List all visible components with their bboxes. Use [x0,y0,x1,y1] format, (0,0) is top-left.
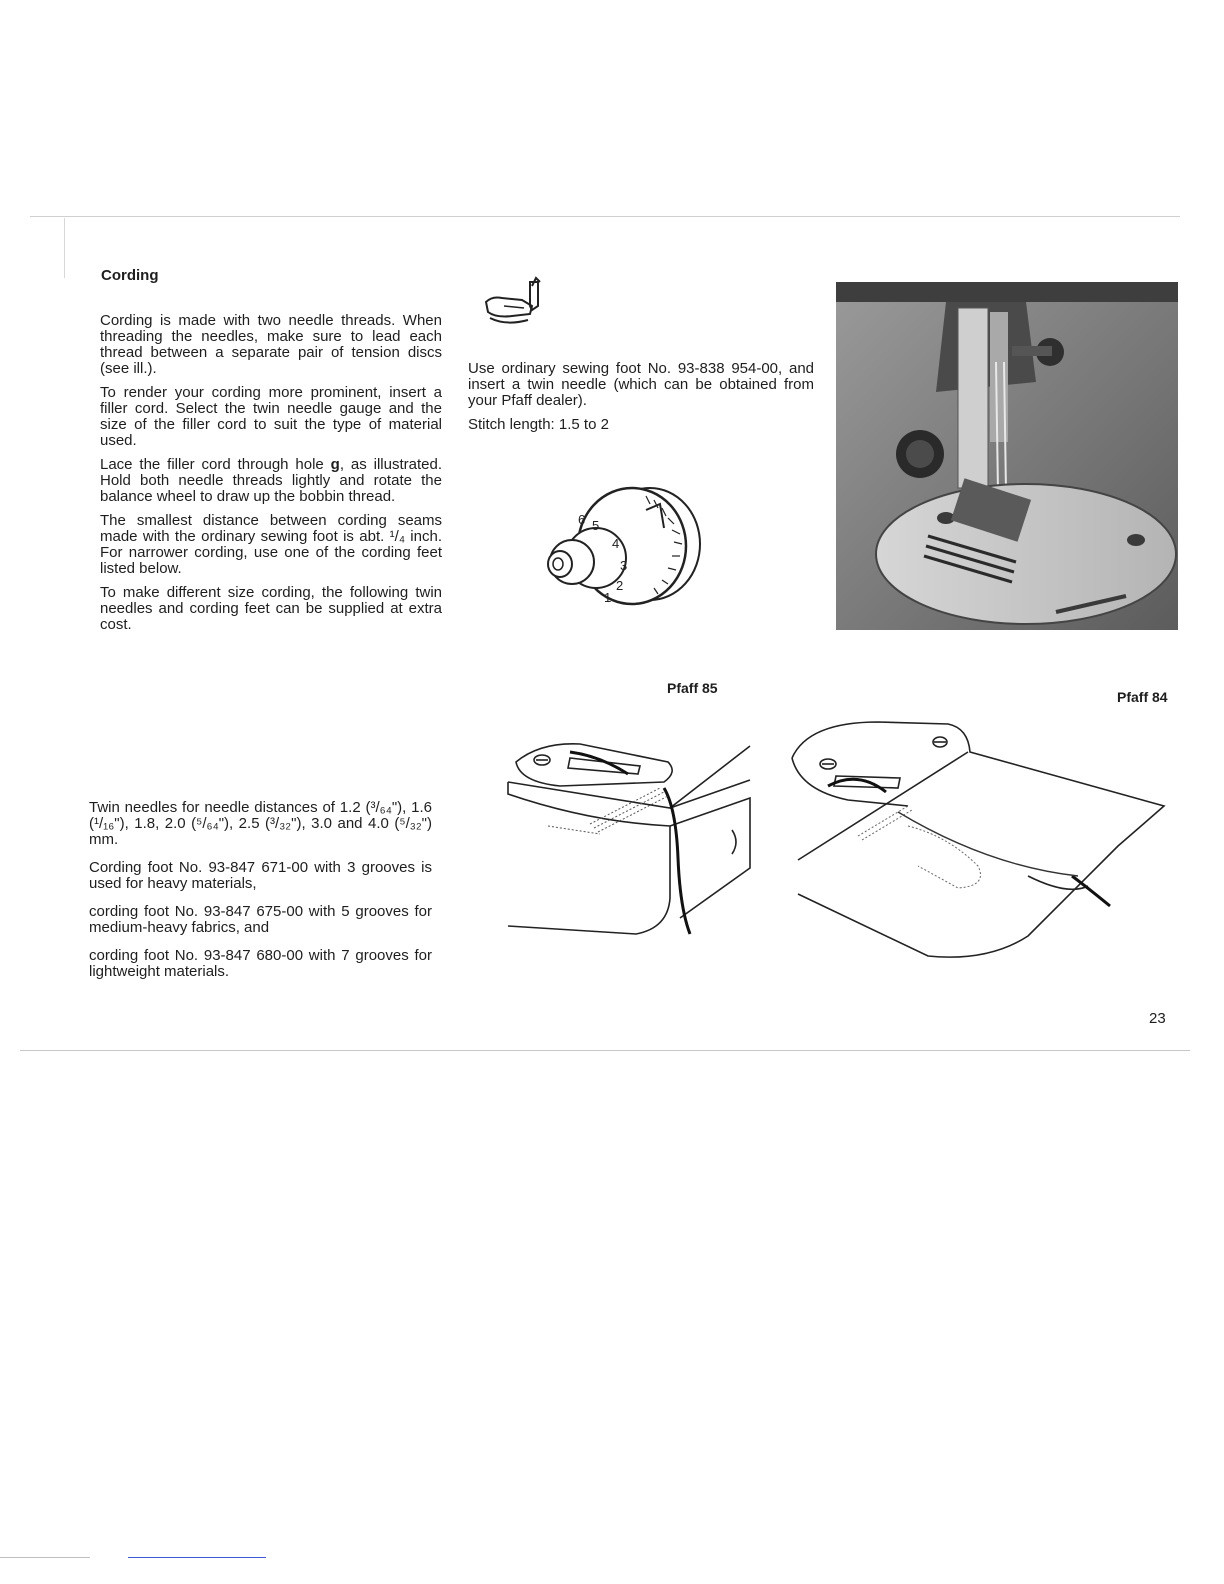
caption-pfaff-84: Pfaff 84 [1117,689,1168,705]
paragraph-1: Cording is made with two needle threads. When threading the needles, make sure to lead each thread between a separate pair of tension discs (see ill.). [100,312,442,377]
foot-text: Use ordinary sewing foot No. 93-838 954-00, and insert a twin needle (which can be obtained from your Pfaff dealer). [468,360,814,409]
dial-number-1: 1 [604,590,612,605]
sewing-machine-photo [836,282,1178,630]
paragraph-3 [100,457,442,505]
caption-pfaff-85: Pfaff 85 [667,680,718,696]
cording-foot-7-item: cording foot No. 93-847 680-00 with 7 grooves for lightweight materials. [89,947,432,980]
paragraph-4: The smallest distance between cording seams made with the ordinary sewing foot is abt. ¹/₄ inch. For narrower cording, use one of the cording feet listed below. [100,512,442,577]
cording-body [100,313,442,641]
scan-edge-bottom [20,1050,1190,1051]
dial-number-2: 2 [616,578,624,593]
accessories-list [89,800,432,992]
presser-foot-icon [482,276,552,328]
pfaff84-throat-plate-illustration [788,716,1172,964]
paragraph-3-end: , as illustrated. Hold both needle threads lightly and rotate the balance wheel to draw up the bobbin thread. [100,456,442,505]
section-title: Cording [101,267,159,284]
page-number: 23 [1149,1010,1166,1027]
cording-foot-5-item: cording foot No. 93-847 675-00 with 5 grooves for medium-heavy fabrics, and [89,903,432,936]
pfaff85-throat-plate-illustration [500,738,758,962]
hole-g-label: g [330,456,340,473]
dial-number-6: 6 [578,512,586,527]
stitch-length-dial-icon [538,484,702,608]
dial-number-3: 3 [620,558,628,573]
scan-edge-left [64,218,65,278]
paragraph-3-start: Lace the filler cord through hole [100,456,331,473]
cording-foot-3-item: Cording foot No. 93-847 671-00 with 3 grooves is used for heavy materials, [89,859,432,892]
bottom-link-underline [128,1557,266,1558]
paragraph-5: To make different size cording, the following twin needles and cording feet can be supplied at extra cost. [100,584,442,633]
paragraph-2: To render your cording more prominent, insert a filler cord. Select the twin needle gauge and the size of the filler cord to suit the type of material used. [100,384,442,449]
dial-number-4: 4 [612,536,620,551]
stitch-length: Stitch length: 1.5 to 2 [468,416,609,433]
dial-number-5: 5 [592,518,600,533]
foot-instructions [468,361,814,441]
bottom-edge-mark [0,1557,90,1558]
twin-needles-item: Twin needles for needle distances of 1.2 (³/₆₄"), 1.6 (¹/₁₆"), 1.8, 2.0 (⁵/₆₄"), 2.5 (³/₃₂"), 3.0 and 4.0 (⁵/₃₂") mm. [89,799,432,848]
scan-edge-top [30,216,1180,217]
